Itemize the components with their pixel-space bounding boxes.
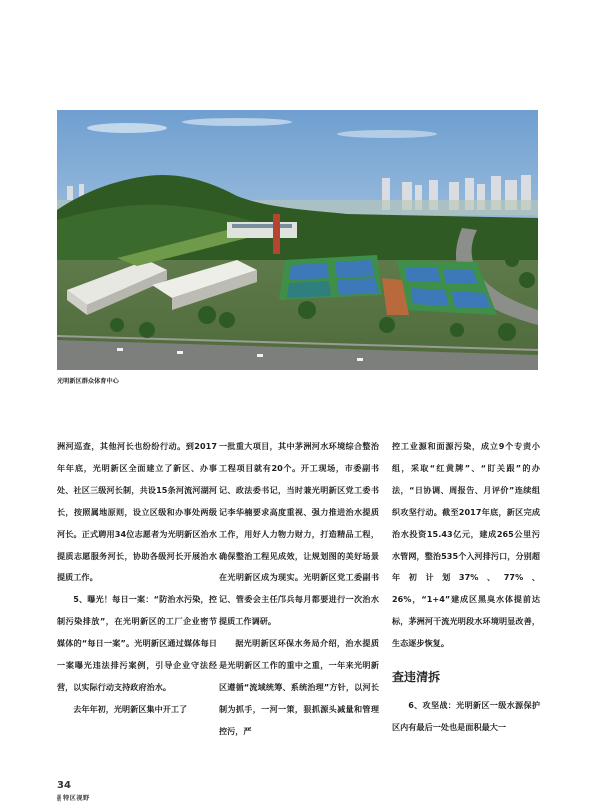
paragraph: 据光明新区环保水务局介绍，治水提质是光明新区工作的重中之重，一年来光明新区遵循“流域统筹、系统治理”方针，以河长制为抓手，一河一策，狠抓源头减量和管理控污，严 xyxy=(219,638,379,736)
paragraph: 去年年初，光明新区集中开工了 xyxy=(73,703,188,714)
paragraph: 5、曝光！每日一案：“防治水污染，控制污染排放”，在光明新区的工厂企业密节媒体的“每日一案”。光明新区通过媒体每日一案曝光违法排污案例，引导企业守法经营，以实际行动支持政府治水。 xyxy=(57,594,217,692)
publication-title: 特区视野 xyxy=(63,795,90,802)
page-number: 34 xyxy=(57,780,71,791)
photo-caption: 光明新区群众体育中心 xyxy=(57,378,119,385)
section-heading: 查违清拆 xyxy=(392,670,441,685)
publication-name xyxy=(57,793,90,802)
text-column-3 xyxy=(392,436,540,739)
text-column-1 xyxy=(57,436,217,721)
paragraph: 6、攻坚战：光明新区一级水源保护区内有最后一处也是面积最大一 xyxy=(392,700,540,732)
paragraph: 控工业源和面源污染，成立9个专责小组，采取“红黄牌”、“盯关跟”的办法，“日协调、周报告、月评价”连续组织攻坚行动。截至2017年底，新区完成治水投资15.43亿元，建成265公里污水管网，整治535个入河排污口，分别超年初计划37%、77%、26%，“1+4”建成区黑臭水体提前达标，茅洲河干流光明段水环境明显改善，生态逐步恢复。 xyxy=(392,441,540,649)
publication-mark: 深圳 xyxy=(57,794,62,802)
sports-center-aerial-image xyxy=(57,110,538,370)
paragraph: 洲河巡查，其他河长也纷纷行动。到2017年年底，光明新区全面建立了新区、办事处、社区三级河长制，共设15条河流河湖河长，按照属地原则，设立区级和办事处两级河长。正式聘用34位志愿者为光明新区治水提质志愿服务河长，协助各级河长开展治水提质工作。 xyxy=(57,441,217,583)
paragraph: 一批重大项目，其中茅洲河水环境综合整治工程项目就有20个。开工现场，市委副书记、政法委书记，当时兼光明新区党工委书记李华楠要求高度重视、强力推进治水提质工作，用好人力物力财力，打造精品工程，确保整治工程见成效，让规划图的美好场景在光明新区成为现实。光明新区党工委副书记、管委会主任邝兵每月都要进行一次治水提质工作调研。 xyxy=(219,441,379,627)
aerial-photo xyxy=(57,110,538,370)
text-column-2 xyxy=(219,436,379,743)
